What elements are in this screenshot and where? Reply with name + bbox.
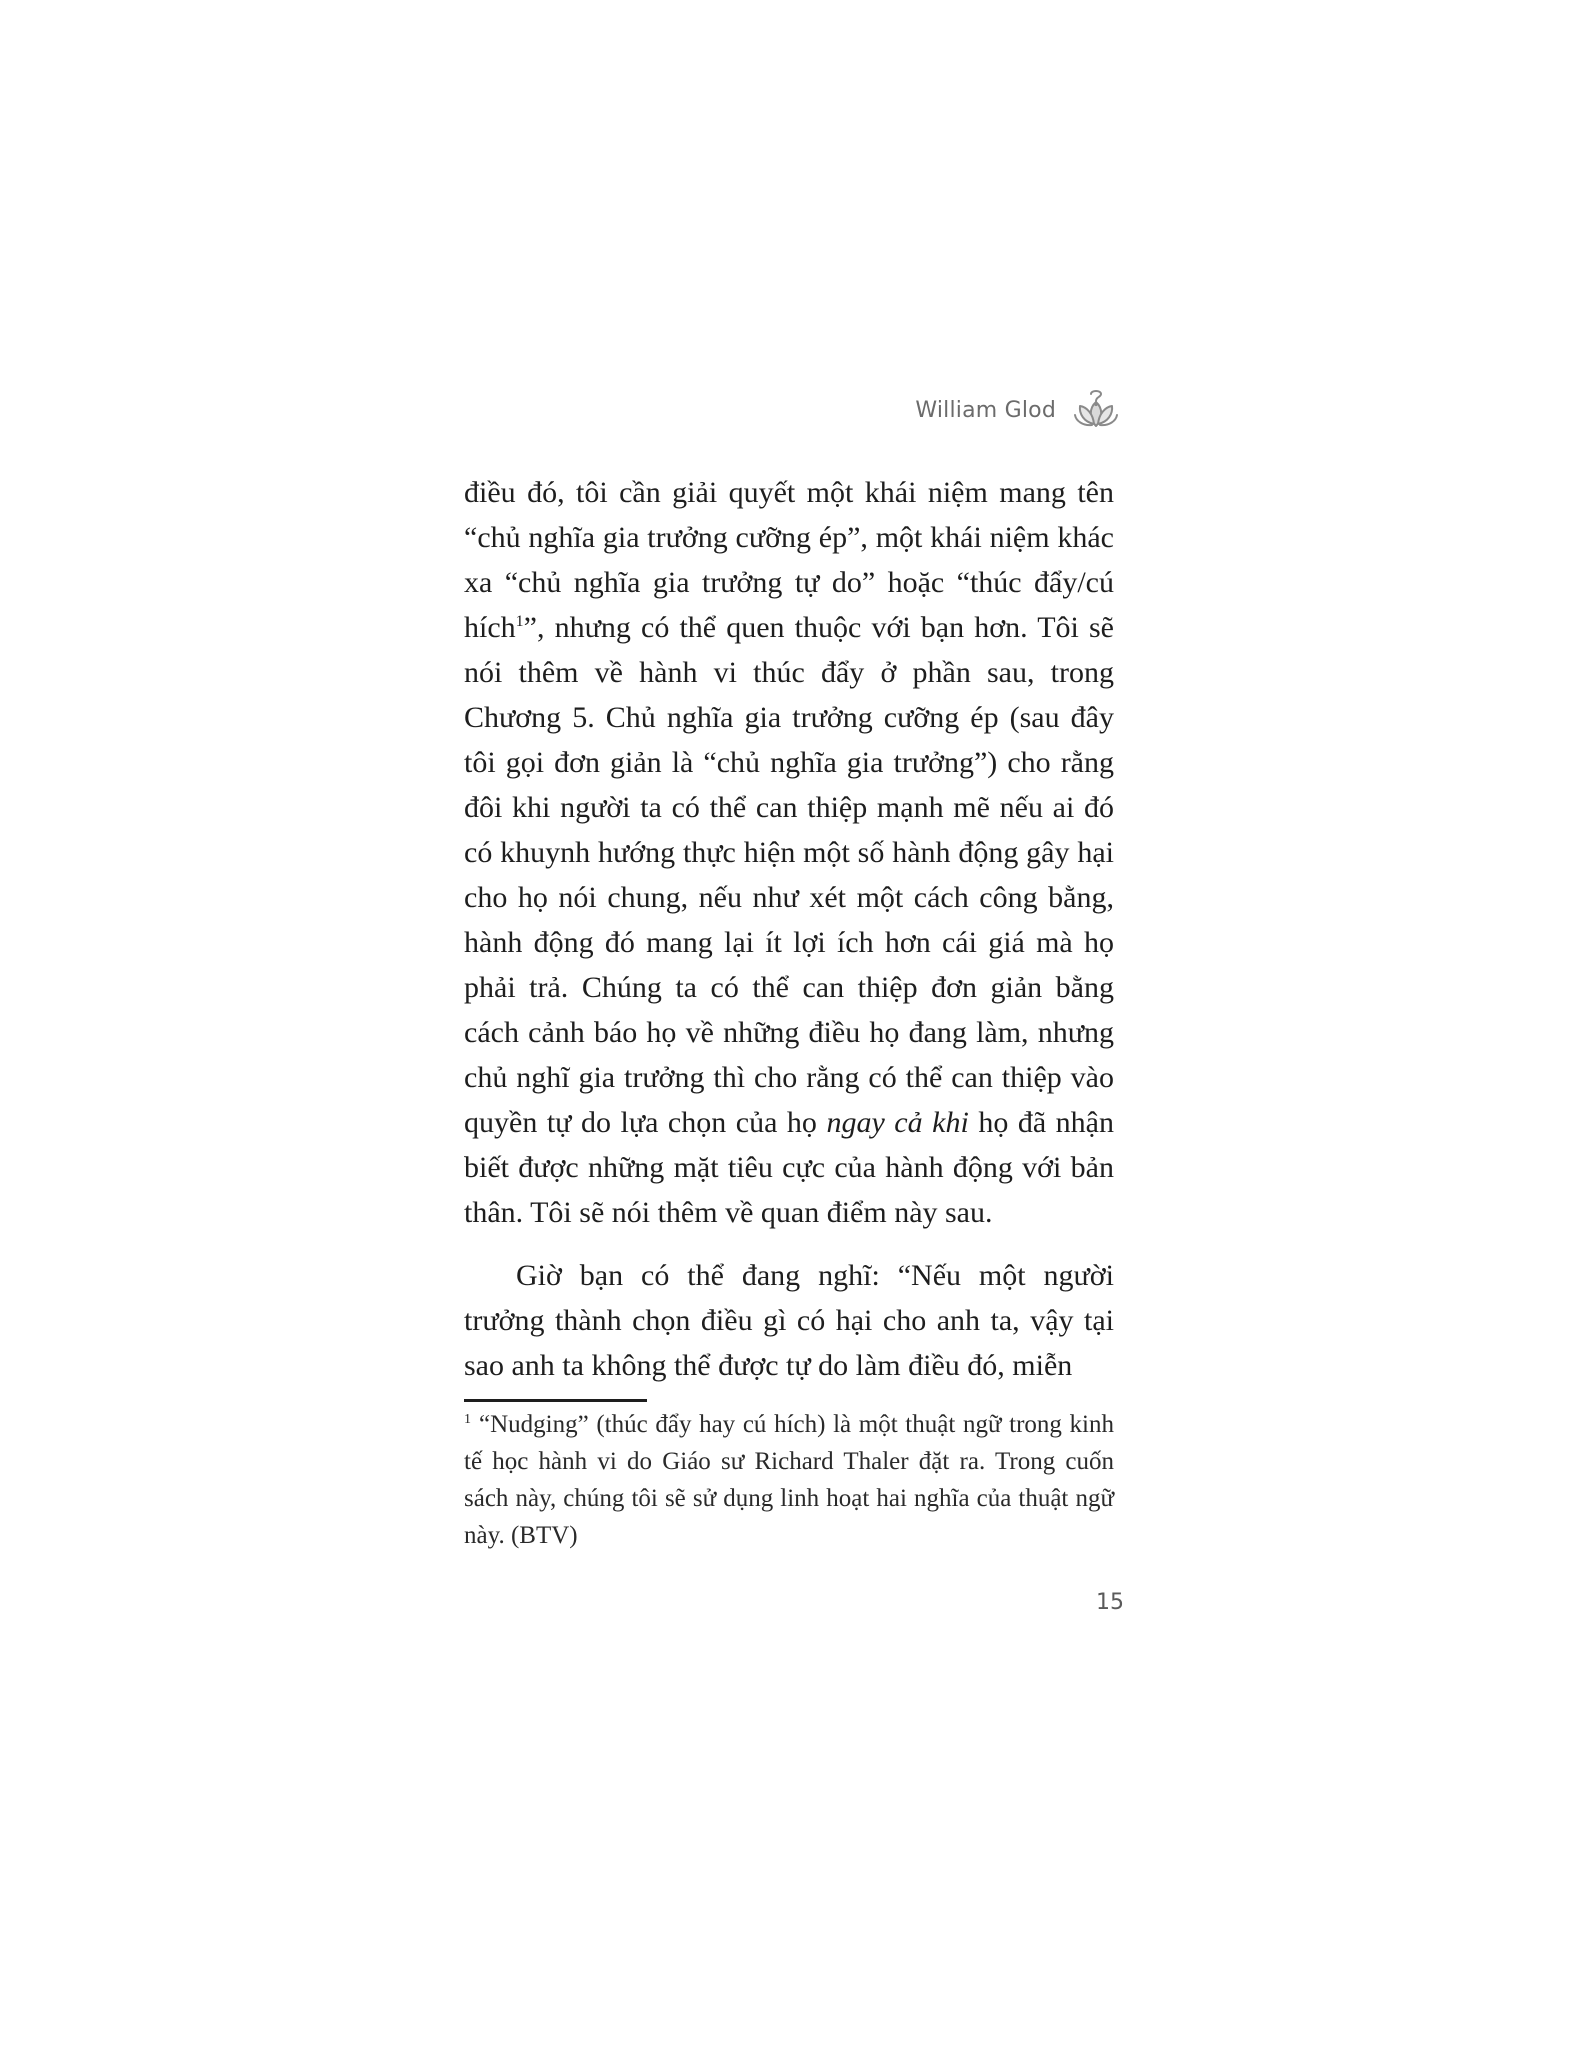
page-number: 15	[1096, 1590, 1124, 1615]
footnote	[464, 1406, 1114, 1554]
para1-text-end: họ đã nhận biết được những mặt tiêu cực của hành động với bản thân. Tôi sẽ nói thêm về quan điểm này sau.	[464, 1106, 1115, 1229]
para1-italic-phrase: ngay cả khi	[826, 1106, 969, 1139]
footnote-divider	[464, 1399, 647, 1402]
running-head-author: William Glod	[915, 397, 1056, 423]
running-head	[860, 380, 1120, 440]
body-paragraph-2: Giờ bạn có thể đang nghĩ: “Nếu một người trưởng thành chọn điều gì có hại cho anh ta, vậy tại sao anh ta không thể được tự do làm điều đó, miễn	[464, 1259, 1114, 1382]
main-text	[464, 470, 1114, 1388]
para1-text-start: điều đó, tôi cần giải quyết một khái niệm mang tên “chủ nghĩa gia trưởng cưỡng ép”, một khái niệm khác xa “chủ nghĩa gia trưởng tự do” hoặc “thúc đẩy/cú hích	[464, 476, 1114, 644]
lotus-question-icon	[1072, 386, 1120, 434]
footnote-text: “Nudging” (thúc đẩy hay cú hích) là một thuật ngữ trong kinh tế học hành vi do Giáo sư Richard Thaler đặt ra. Trong cuốn sách này, chúng tôi sẽ sử dụng linh hoạt hai nghĩa của thuật ngữ này. (BTV)	[464, 1411, 1114, 1549]
footnote-number: 1	[464, 1411, 471, 1427]
footnote-reference: 1	[515, 613, 524, 630]
para1-text-middle: ”, nhưng có thể quen thuộc với bạn hơn. Tôi sẽ nói thêm về hành vi thúc đẩy ở phần sau, trong Chương 5. Chủ nghĩa gia trưởng cưỡng ép (sau đây tôi gọi đơn giản là “chủ nghĩa gia trưởng”) cho rằng đôi khi người ta có thể can thiệp mạnh mẽ nếu ai đó có khuynh hướng thực hiện một số hành động gây hại cho họ nói chung, nếu như xét một cách công bằng, hành động đó mang lại ít lợi ích hơn cái giá mà họ phải trả. Chúng ta có thể can thiệp đơn giản bằng cách cảnh báo họ về những điều họ đang làm, nhưng chủ nghĩ gia trưởng thì cho rằng có thể can thiệp vào quyền tự do lựa chọn của họ	[464, 611, 1114, 1139]
body-paragraph-1	[464, 470, 1114, 1235]
